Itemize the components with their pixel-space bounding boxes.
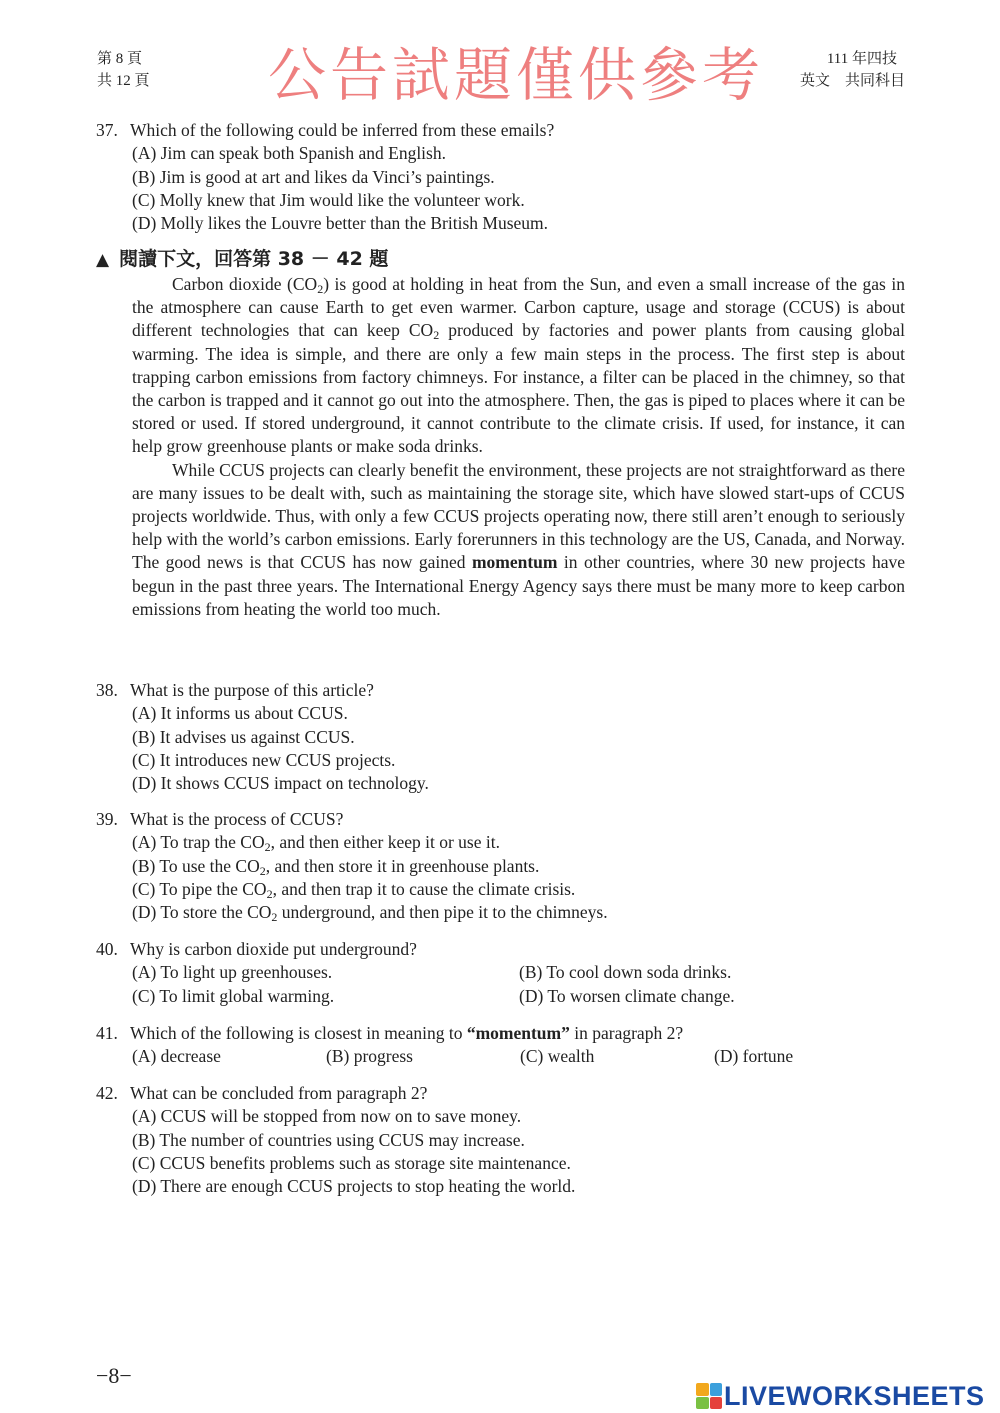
answer-option-b[interactable]: (B) To cool down soda drinks. bbox=[519, 962, 732, 983]
liveworksheets-logo[interactable] bbox=[696, 1379, 985, 1413]
exam-subject: 英文 共同科目 bbox=[799, 73, 905, 89]
question-number: 39. bbox=[96, 809, 118, 829]
answer-option-b[interactable]: (B) It advises us against CCUS. bbox=[132, 726, 355, 747]
answer-option-a[interactable]: (A) Jim can speak both Spanish and English. bbox=[132, 143, 446, 164]
page-label: 第 8 頁 bbox=[97, 51, 143, 67]
answer-option-b[interactable]: (B) To use the $CO_2$, and then store it in greenhouse plants. bbox=[132, 855, 540, 878]
exam-info bbox=[790, 48, 905, 92]
total-pages-label: 共 12 頁 bbox=[97, 73, 150, 89]
answer-option-d[interactable]: (D) Molly likes the Louvre better than the British Museum. bbox=[132, 213, 549, 234]
answer-option-a[interactable]: (A) To trap the $CO_2$, and then either keep it or use it. bbox=[132, 832, 500, 855]
answer-option-c[interactable]: (C) Molly knew that Jim would like the volunteer work. bbox=[132, 189, 525, 210]
reference-banner: 公告試題僅供參考 bbox=[268, 41, 765, 109]
question-stem: What can be concluded from paragraph 2? bbox=[130, 1083, 428, 1103]
answer-option-d[interactable]: (D) To store the $CO_2$ underground, and then pipe it to the chimneys. bbox=[132, 902, 608, 925]
question-stem: Which of the following could be inferred from these emails? bbox=[130, 120, 555, 140]
question-42 bbox=[96, 1082, 916, 1198]
liveworksheets-icon bbox=[696, 1383, 722, 1409]
triangle-marker-icon: ▲ bbox=[96, 250, 110, 270]
question-number: 37. bbox=[96, 120, 118, 140]
question-38 bbox=[96, 679, 916, 795]
answer-option-d[interactable]: (D) To worsen climate change. bbox=[519, 985, 735, 1006]
page-number: −8− bbox=[96, 1363, 132, 1388]
question-number: 42. bbox=[96, 1083, 118, 1103]
passage-paragraph-1: Carbon dioxide $(CO_2)$ is good at holding in heat from the Sun, and even a small increase of the gas in the atmosphere can cause Earth to get even warmer. Carbon capture, usage and storage (CCUS) is about different technologies that can keep $CO_2$ produced by factories and power plants from causing global warming. The idea is simple, and there are only a few main steps in the process. The first step is about trapping carbon emissions from factory chimneys. For instance, a filter can be placed in the chimney, so that the carbon is trapped and it cannot go out into the atmosphere. Then, the gas is piped to places where it can be stored or used. If stored underground, it cannot contribute to the climate crisis. If used, for instance, it can help grow greenhouse plants or make soda drinks. bbox=[132, 274, 905, 457]
answer-option-c[interactable]: (C) CCUS benefits problems such as storage site maintenance. bbox=[132, 1152, 571, 1173]
question-number: 41. bbox=[96, 1023, 118, 1043]
answer-option-d[interactable]: (D) There are enough CCUS projects to stop heating the world. bbox=[132, 1176, 576, 1197]
question-37 bbox=[96, 119, 916, 235]
question-stem: Which of the following is closest in meaning to “momentum” in paragraph 2? bbox=[130, 1023, 684, 1043]
question-stem: What is the process of CCUS? bbox=[130, 809, 344, 829]
question-stem: Why is carbon dioxide put underground? bbox=[130, 939, 417, 959]
question-stem: What is the purpose of this article? bbox=[130, 680, 374, 700]
passage-paragraph-2: While CCUS projects can clearly benefit the environment, these projects are not straightforward as there are many issues to be dealt with, such as maintaining the storage site, which have slowed start-ups of CCUS projects worldwide. Thus, with only a few CCUS projects operating now, there still aren’t enough to seriously help with the world’s carbon emissions. Early forerunners in this technology are the US, Canada, and Norway. The good news is that CCUS has now gained momentum in other countries, where 30 new projects have begun in the past three years. The International Energy Agency says there must be many more to keep carbon emissions from heating the world too much. bbox=[132, 459, 905, 619]
answer-option-b[interactable]: (B) Jim is good at art and likes da Vinci’s paintings. bbox=[132, 166, 495, 187]
answer-option-a[interactable]: (A) To light up greenhouses. bbox=[132, 962, 333, 983]
logo-text: LIVEWORKSHEETS bbox=[724, 1380, 985, 1411]
answer-option-b[interactable]: (B) progress bbox=[326, 1046, 413, 1067]
page-indicator bbox=[97, 48, 150, 92]
exam-year: 111 年四技 bbox=[826, 51, 897, 67]
answer-option-a[interactable]: (A) CCUS will be stopped from now on to save money. bbox=[132, 1106, 522, 1127]
question-39 bbox=[96, 808, 916, 924]
answer-option-b[interactable]: (B) The number of countries using CCUS may increase. bbox=[132, 1129, 525, 1150]
answer-option-c[interactable]: (C) wealth bbox=[520, 1046, 595, 1067]
question-number: 40. bbox=[96, 939, 118, 959]
answer-option-c[interactable]: (C) It introduces new CCUS projects. bbox=[132, 749, 396, 770]
answer-option-a[interactable]: (A) It informs us about CCUS. bbox=[132, 703, 348, 724]
section-heading bbox=[96, 246, 388, 273]
answer-option-d[interactable]: (D) It shows CCUS impact on technology. bbox=[132, 773, 429, 794]
answer-option-d[interactable]: (D) fortune bbox=[714, 1046, 794, 1067]
question-40 bbox=[96, 938, 916, 1008]
keyword-momentum: momentum bbox=[471, 552, 558, 573]
answer-option-c[interactable]: (C) To pipe the $CO_2$, and then trap it to cause the climate crisis. bbox=[132, 878, 576, 901]
answer-option-c[interactable]: (C) To limit global warming. bbox=[132, 985, 335, 1006]
question-number: 38. bbox=[96, 680, 118, 700]
reading-passage bbox=[132, 273, 905, 621]
section-heading-text: 閱讀下文，回答第 38 － 42 題 bbox=[119, 248, 389, 270]
question-41 bbox=[96, 1022, 916, 1069]
answer-option-a[interactable]: (A) decrease bbox=[132, 1046, 221, 1067]
